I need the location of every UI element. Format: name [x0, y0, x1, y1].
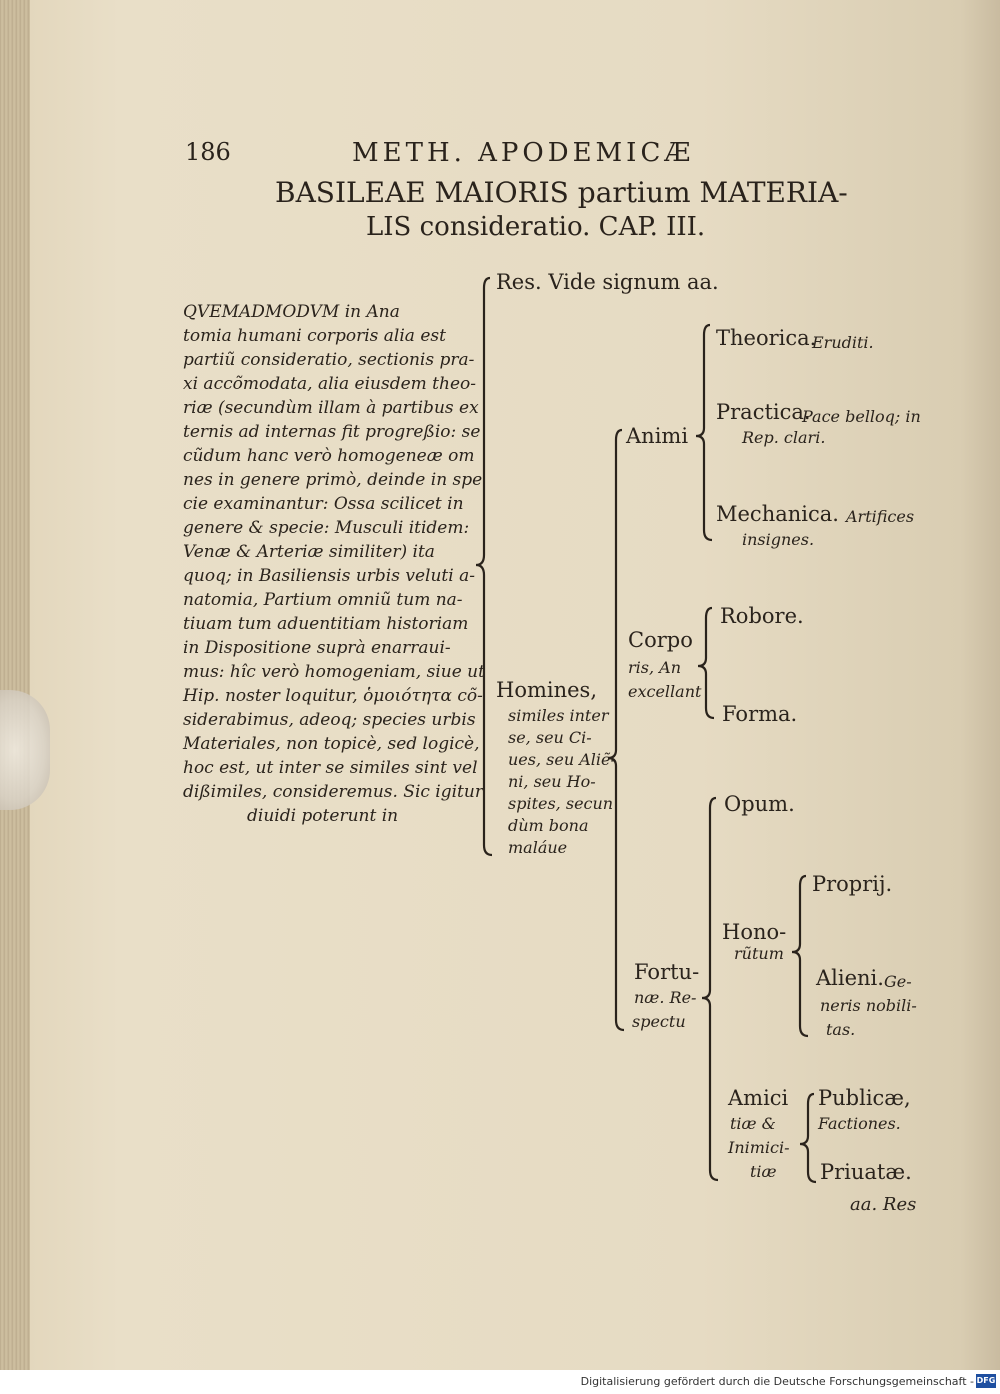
dfg-logo: DFG	[976, 1374, 996, 1388]
paragraph-line: tomia humani corporis alia est	[183, 326, 446, 346]
paragraph-line: cie examinantur: Ossa scilicet in	[183, 494, 464, 514]
corporis-brace	[698, 608, 714, 718]
animi-label: Animi	[626, 424, 689, 448]
homines-desc: se, seu Ci-	[508, 728, 592, 747]
fortunae-brace	[702, 798, 718, 1180]
paragraph-line: riæ (secundùm illam à partibus ex	[183, 398, 479, 418]
paragraph-line: Venæ & Arteriæ similiter) ita	[183, 542, 435, 562]
homines-brace	[608, 430, 624, 1030]
fortunae-desc: spectu	[632, 1012, 686, 1031]
homines-desc: maláue	[508, 838, 568, 857]
mechanica-label: Mechanica.	[716, 502, 839, 526]
homines-desc: ni, seu Ho-	[508, 772, 596, 791]
running-head: METH. APODEMICÆ	[352, 138, 695, 168]
honorum-brace	[792, 876, 808, 1036]
paragraph-line: partiũ consideratio, sectionis pra-	[183, 350, 475, 370]
theorica-desc: Eruditi.	[812, 333, 874, 352]
publicae-label: Publicæ,	[818, 1086, 911, 1110]
paragraph-line: hoc est, ut inter se similes sint vel	[183, 758, 478, 778]
forma-label: Forma.	[722, 702, 798, 726]
amicitiae-label: Amici	[728, 1086, 789, 1110]
amicitiae-desc: tiæ	[750, 1162, 777, 1181]
alieni-desc: Ge-	[884, 972, 912, 991]
homines-desc: similes inter	[508, 706, 609, 725]
amicitiae-desc: Inimici-	[728, 1138, 790, 1157]
alieni-desc: neris nobili-	[820, 996, 917, 1015]
honorum-desc: rũtum	[734, 944, 784, 963]
paragraph-line: ternis ad internas fit progreßio: se	[183, 422, 481, 442]
paragraph-line: cũdum hanc verò homogeneæ om	[183, 446, 475, 466]
practica-label: Practica.	[716, 400, 811, 424]
paragraph-line: in Dispositione suprà enarraui-	[183, 638, 451, 658]
chapter-title-line1: BASILEAE MAIORIS partium MATERIA-	[275, 176, 848, 209]
paragraph-line: nes in genere primò, deinde in spe	[183, 470, 483, 490]
homines-desc: spites, secun	[508, 794, 614, 813]
homines-label: Homines,	[496, 678, 597, 702]
page-number: 186	[185, 138, 231, 166]
corporis-desc: excellant	[628, 682, 702, 701]
catchword: aa. Res	[850, 1194, 917, 1215]
honorum-label: Hono-	[722, 920, 787, 944]
homines-desc: ues, seu Aliẽ-	[508, 750, 616, 769]
paragraph-line: xi accõmodata, alia eiusdem theo-	[183, 374, 476, 394]
corporis-desc: ris, An	[628, 658, 682, 677]
opum-label: Opum.	[724, 792, 795, 816]
paragraph-line: diuidi poterunt in	[247, 806, 399, 826]
amicitiae-desc: tiæ &	[730, 1114, 776, 1133]
animi-brace	[696, 325, 712, 540]
paragraph-line: quoq; in Basiliensis urbis veluti a-	[183, 566, 475, 586]
paragraph-line: natomia, Partium omniũ tum na-	[183, 590, 463, 610]
paragraph-line: QVEMADMODVM in Ana	[183, 302, 400, 322]
practica-desc: Rep. clari.	[742, 428, 826, 447]
theorica-label: Theorica.	[716, 326, 817, 350]
practica-desc: Pace belloq; in	[802, 407, 921, 426]
footer-credit: Digitalisierung gefördert durch die Deutsche Forschungsgemeinschaft -	[580, 1375, 974, 1388]
robore-label: Robore.	[720, 604, 804, 628]
mechanica-desc: Artifices	[846, 507, 915, 526]
fortunae-label: Fortu-	[634, 960, 700, 984]
publicae-desc: Factiones.	[818, 1114, 901, 1133]
priuatae-label: Priuatæ.	[820, 1160, 912, 1184]
paragraph-line: Hip. noster loquitur, ὁμοιότητα cõ-	[183, 686, 483, 706]
corporis-label: Corpo	[628, 628, 693, 652]
alieni-desc: tas.	[826, 1020, 856, 1039]
alieni-label: Alieni.	[816, 966, 884, 990]
paragraph-line: siderabimus, adeoq; species urbis	[183, 710, 476, 730]
chapter-title-line2: LIS consideratio. CAP. III.	[366, 212, 706, 242]
main-brace	[476, 278, 492, 855]
amicitiae-brace	[800, 1094, 816, 1182]
paragraph-line: mus: hîc verò homogeniam, siue ut	[183, 662, 485, 682]
res-label: Res. Vide signum aa.	[496, 270, 719, 294]
paragraph-line: tiuam tum aduentitiam historiam	[183, 614, 469, 634]
fortunae-desc: næ. Re-	[634, 988, 697, 1007]
proprii-label: Proprij.	[812, 872, 893, 896]
homines-desc: dùm bona	[508, 816, 589, 835]
mechanica-desc: insignes.	[742, 530, 815, 549]
paragraph-line: genere & specie: Musculi itidem:	[183, 518, 470, 538]
paragraph-line: Materiales, non topicè, sed logicè,	[183, 734, 480, 754]
paragraph-line: dißimiles, consideremus. Sic igitur	[183, 782, 483, 802]
